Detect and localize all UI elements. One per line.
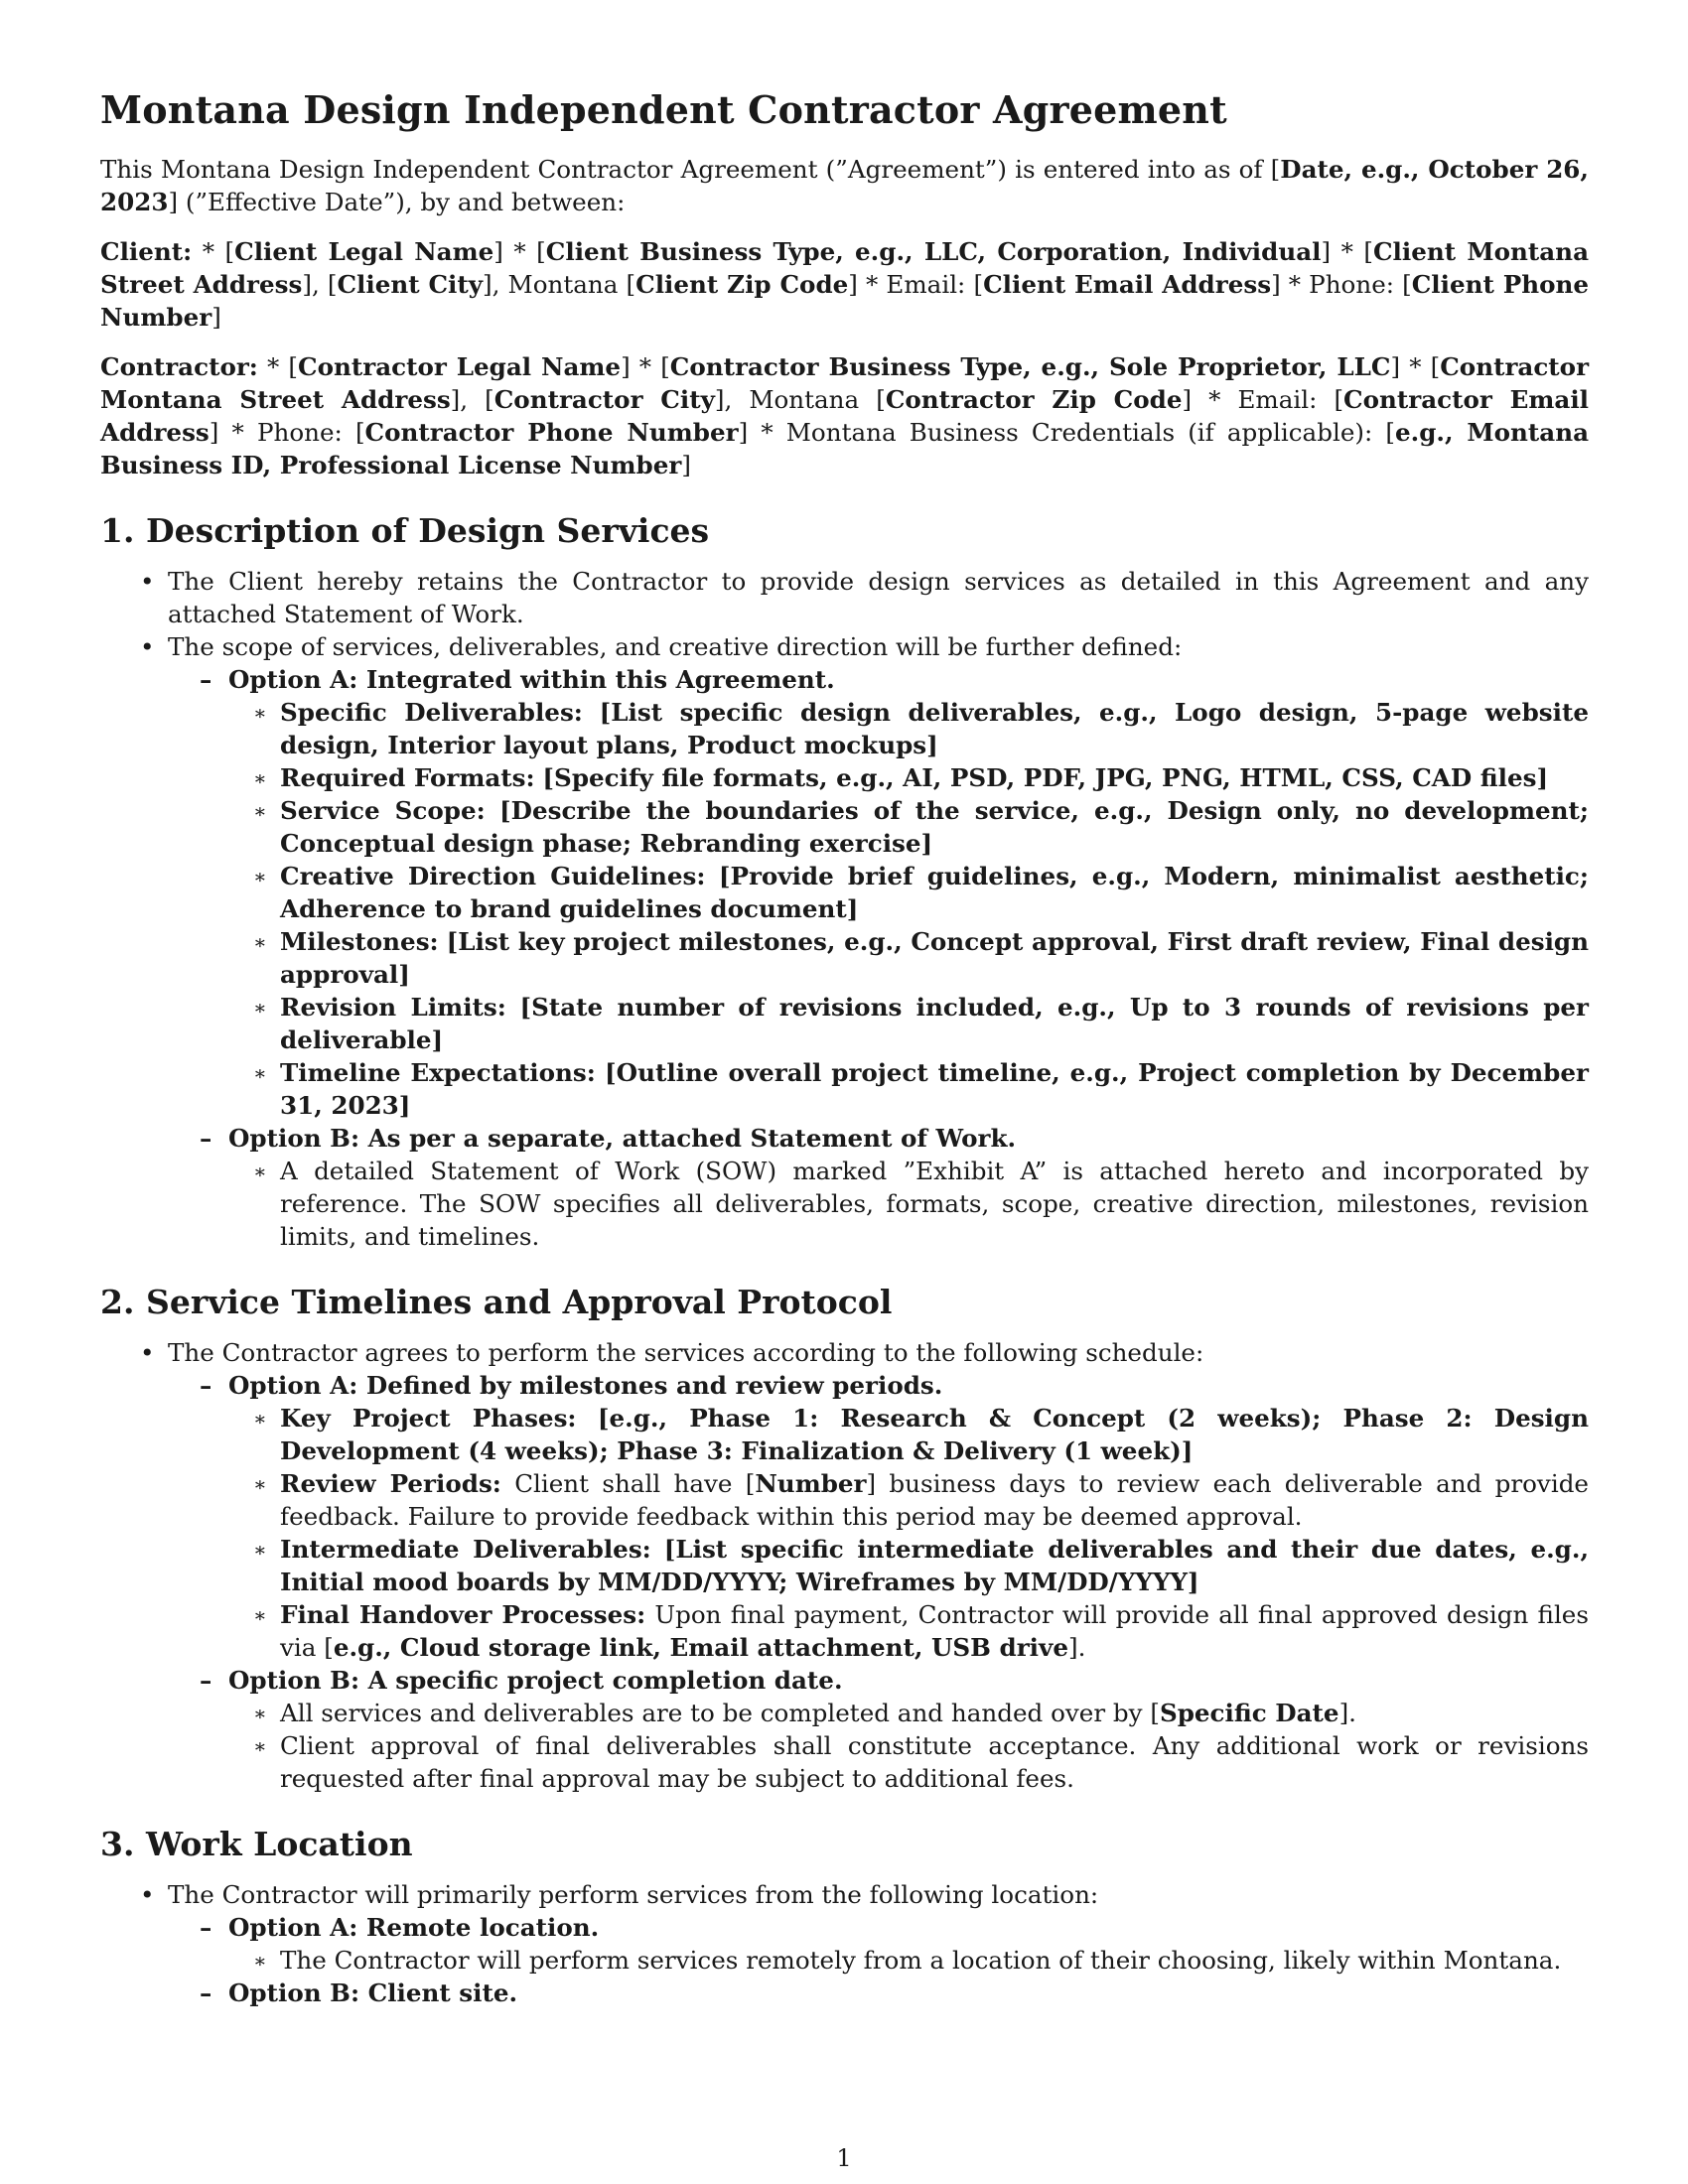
- option-a-label: Option A: Integrated within this Agreement.: [228, 665, 835, 694]
- contractor-email-label: Email:: [1237, 385, 1318, 414]
- list-item: [228, 1598, 1589, 1664]
- item-label: Revision Limits:: [280, 993, 506, 1022]
- list-item: [228, 794, 1589, 860]
- list-item: [228, 860, 1589, 925]
- list-item: • The Client hereby retains the Contractor to provide design services as detailed in this Agreement and any attached Statement of Work.: [100, 565, 1589, 630]
- effective-date-placeholder: Date, e.g., October 26, 2023: [100, 155, 1589, 216]
- section-1-list: [100, 565, 1589, 1253]
- contractor-street: Contractor Montana Street Address: [100, 352, 1590, 414]
- client-details: Client: * [Client Legal Name] * [Client Business Type, e.g., LLC, Corporation, Individual] * [Client Montana Street Address], [Client City], Montana [Client Zip Code] * Email: [Client Email Address] * Phone: [Client Phone Number]: [100, 237, 1590, 332]
- list-item: [228, 991, 1589, 1056]
- section-1-number: 1.: [100, 511, 135, 550]
- completion-text-after: ].: [1338, 1699, 1356, 1727]
- section-3-title: Work Location: [146, 1825, 413, 1863]
- option-b: [168, 1664, 1589, 1795]
- review-text-before: Client shall have [: [514, 1469, 756, 1498]
- list-item: [228, 1467, 1589, 1533]
- contractor-phone: Contractor Phone Number: [364, 418, 739, 447]
- section-2-number: 2.: [100, 1283, 135, 1321]
- section-2-title: Service Timelines and Approval Protocol: [146, 1283, 893, 1321]
- item-label: Creative Direction Guidelines:: [280, 862, 706, 890]
- client-legal-name: Client Legal Name: [234, 237, 494, 266]
- section-3-options: [168, 1911, 1589, 2009]
- item-label: Final Handover Processes:: [280, 1600, 646, 1629]
- list-item: [228, 696, 1589, 761]
- contractor-business-type: Contractor Business Type, e.g., Sole Proprietor, LLC: [669, 352, 1391, 381]
- section-3-number: 3.: [100, 1825, 135, 1863]
- client-phone: Client Phone Number: [100, 270, 1590, 332]
- page-number: 1: [836, 2144, 852, 2172]
- list-item: [228, 1697, 1589, 1729]
- item-label: Key Project Phases:: [280, 1404, 577, 1433]
- contractor-credentials: e.g., Montana Business ID, Professional License Number: [100, 418, 1590, 479]
- contractor-legal-name: Contractor Legal Name: [298, 352, 622, 381]
- list-item: [228, 925, 1589, 991]
- list-item: ∗ The Contractor will perform services remotely from a location of their choosing, likely within Montana.: [228, 1944, 1589, 1977]
- list-item: [228, 1533, 1589, 1598]
- intro-text-before: This Montana Design Independent Contractor Agreement (”Agreement”) is entered into as of [: [100, 155, 1281, 184]
- section-2-list: [100, 1336, 1589, 1795]
- contractor-label: Contractor:: [100, 352, 258, 381]
- item-label: Service Scope:: [280, 796, 486, 825]
- item-label: Intermediate Deliverables:: [280, 1535, 651, 1564]
- client-state: Montana: [507, 270, 619, 299]
- list-item: ∗ A detailed Statement of Work (SOW) marked ”Exhibit A” is attached hereto and incorporated by reference. The SOW specifies all deliverables, formats, scope, creative direction, milestones, revision limits, and timelines.: [228, 1155, 1589, 1253]
- option-a-items: [228, 1402, 1589, 1664]
- scope-intro: The scope of services, deliverables, and creative direction will be further defined:: [168, 632, 1183, 661]
- contractor-email: Contractor Email Address: [100, 385, 1590, 447]
- item-label: Required Formats:: [280, 763, 535, 792]
- handover-text-before: Upon final payment, Contractor will provide all final approved design files via [: [280, 1600, 1589, 1662]
- option-a-label: Option A: Remote location.: [228, 1913, 600, 1942]
- list-item: [100, 1336, 1589, 1795]
- intro-paragraph: [100, 153, 1589, 218]
- handover-text-after: ].: [1067, 1633, 1086, 1662]
- item-value: [List specific intermediate deliverables and their due dates, e.g., Initial mood boards by MM/DD/YYYY; Wireframes by MM/DD/YYYY]: [280, 1535, 1589, 1596]
- list-item: [228, 1402, 1589, 1467]
- section-1-options: [168, 663, 1589, 1253]
- option-b-label: Option B: As per a separate, attached Statement of Work.: [228, 1124, 1017, 1153]
- option-b: [168, 1122, 1589, 1253]
- option-b-items: [228, 1155, 1589, 1253]
- list-item: [228, 761, 1589, 794]
- section-2-options: [168, 1369, 1589, 1795]
- client-city: Client City: [337, 270, 484, 299]
- option-a-label: Option A: Defined by milestones and review periods.: [228, 1371, 943, 1400]
- section-3-list: [100, 1878, 1589, 2009]
- completion-text-before: All services and deliverables are to be completed and handed over by [: [280, 1699, 1160, 1727]
- option-b-label: Option B: A specific project completion date.: [228, 1666, 843, 1695]
- item-value: [List specific design deliverables, e.g., Logo design, 5-page website design, Interior layout plans, Product mockups]: [280, 698, 1589, 759]
- document-title: Montana Design Independent Contractor Agreement: [100, 87, 1227, 132]
- list-item: [228, 1056, 1589, 1122]
- list-item: [100, 630, 1589, 1253]
- contractor-details: Contractor: * [Contractor Legal Name] * [Contractor Business Type, e.g., Sole Proprietor, LLC] * [Contractor Montana Street Address], [Contractor City], Montana [Contractor Zip Code] * Email: [Contractor Email Address] * Phone: [Contractor Phone Number] * Montana Business Credentials (if applicable): [e.g., Montana Business ID, Professional License Number]: [100, 352, 1590, 479]
- schedule-intro: The Contractor agrees to perform the services according to the following schedule:: [168, 1338, 1204, 1367]
- client-label: Client:: [100, 237, 193, 266]
- list-item: ∗ Client approval of final deliverables shall constitute acceptance. Any additional work or revisions requested after final approval may be subject to additional fees.: [228, 1729, 1589, 1795]
- intro-text-after: ] (”Effective Date”), by and between:: [168, 188, 626, 216]
- contractor-city: Contractor City: [493, 385, 715, 414]
- item-label: Review Periods:: [280, 1469, 501, 1498]
- section-1-heading: [100, 511, 1589, 551]
- list-item: [100, 1878, 1589, 2009]
- item-value: [Specify file formats, e.g., AI, PSD, PDF, JPG, PNG, HTML, CSS, CAD files]: [542, 763, 1549, 792]
- option-b-label: Option B: Client site.: [228, 1979, 518, 2007]
- option-a-items: [228, 1944, 1589, 1977]
- section-3-heading: [100, 1825, 1589, 1864]
- contractor-credentials-label: Montana Business Credentials (if applicable):: [785, 418, 1373, 447]
- contractor-state: Montana: [749, 385, 860, 414]
- item-value: [Outline overall project timeline, e.g., Project completion by December 31, 2023]: [280, 1058, 1589, 1120]
- item-value: [Provide brief guidelines, e.g., Modern, minimalist aesthetic; Adherence to brand guidelines document]: [280, 862, 1589, 923]
- contractor-zip: Contractor Zip Code: [885, 385, 1183, 414]
- item-value: [State number of revisions included, e.g., Up to 3 rounds of revisions per deliverable]: [280, 993, 1589, 1054]
- completion-date-placeholder: Specific Date: [1159, 1699, 1339, 1727]
- option-a: [168, 663, 1589, 1122]
- review-number-placeholder: Number: [755, 1469, 867, 1498]
- review-text-after: ] business days to review each deliverable and provide feedback. Failure to provide feedback within this period may be deemed approval.: [280, 1469, 1589, 1531]
- location-intro: The Contractor will primarily perform services from the following location:: [168, 1880, 1099, 1909]
- item-value: [List key project milestones, e.g., Concept approval, First draft review, Final design approval]: [280, 927, 1589, 989]
- client-zip: Client Zip Code: [635, 270, 849, 299]
- option-b-items: [228, 1697, 1589, 1795]
- item-value: [e.g., Phase 1: Research & Concept (2 weeks); Phase 2: Design Development (4 weeks); Phase 3: Finalization & Delivery (1 week)]: [280, 1404, 1589, 1465]
- option-b: [168, 1977, 1589, 2009]
- contractor-phone-label: Phone:: [256, 418, 343, 447]
- item-label: Timeline Expectations:: [280, 1058, 596, 1087]
- handover-placeholder: e.g., Cloud storage link, Email attachment, USB drive: [333, 1633, 1068, 1662]
- option-a: [168, 1369, 1589, 1664]
- client-email: Client Email Address: [983, 270, 1272, 299]
- client-phone-label: Phone:: [1309, 270, 1395, 299]
- item-value: [Describe the boundaries of the service, e.g., Design only, no development; Conceptual design phase; Rebranding exercise]: [280, 796, 1589, 858]
- client-street: Client Montana Street Address: [100, 237, 1589, 299]
- option-a-items: [228, 696, 1589, 1122]
- client-business-type: Client Business Type, e.g., LLC, Corporation, Individual: [545, 237, 1322, 266]
- option-a: [168, 1911, 1589, 1977]
- client-email-label: Email:: [886, 270, 966, 299]
- section-2-heading: [100, 1283, 1589, 1322]
- item-label: Milestones:: [280, 927, 439, 956]
- item-label: Specific Deliverables:: [280, 698, 583, 727]
- section-1-title: Description of Design Services: [146, 511, 710, 550]
